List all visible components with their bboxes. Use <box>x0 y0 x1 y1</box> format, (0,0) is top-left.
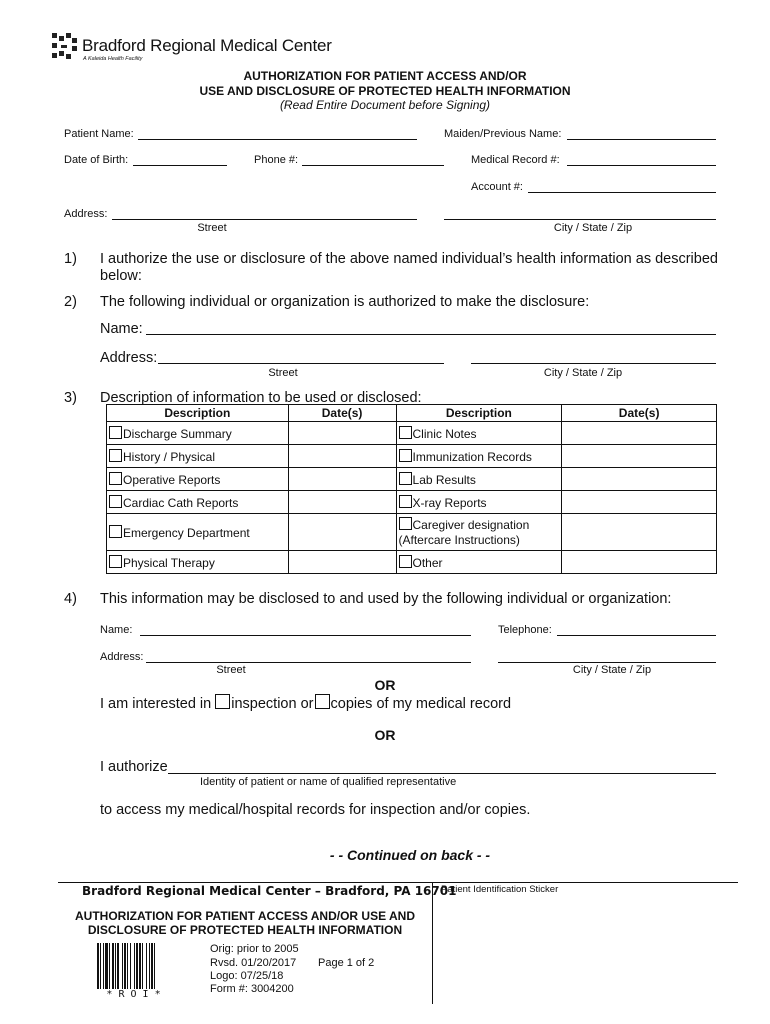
account-field[interactable] <box>528 192 716 193</box>
section1-text-line2: below: <box>100 268 142 284</box>
dob-label: Date of Birth: <box>64 154 129 166</box>
operative-reports-cell[interactable] <box>107 468 289 491</box>
description-table <box>106 404 717 574</box>
row-label: Emergency Department <box>123 525 250 540</box>
brmc-logo-icon <box>52 33 78 59</box>
section4-city-caption: City / State / Zip <box>572 664 652 676</box>
row-label: Immunization Records <box>412 449 532 464</box>
interest-line <box>100 694 511 712</box>
barcode-bar <box>154 943 155 989</box>
row-label-sub: (Aftercare Instructions) <box>398 532 520 547</box>
table-row <box>107 445 717 468</box>
other-cell[interactable] <box>396 551 562 574</box>
footer-title-line1: AUTHORIZATION FOR PATIENT ACCESS AND/OR USE AND <box>75 909 415 923</box>
copies-checkbox[interactable] <box>315 694 330 709</box>
barcode-bar <box>122 943 123 989</box>
section4-name-field[interactable] <box>140 635 471 636</box>
authorize-field[interactable] <box>168 773 716 774</box>
address-street-field[interactable] <box>112 219 417 220</box>
checkbox[interactable] <box>399 426 412 439</box>
row-label: X-ray Reports <box>412 495 487 510</box>
patient-name-label: Patient Name: <box>64 128 134 140</box>
table-row <box>107 514 717 551</box>
city-caption: City / State / Zip <box>553 222 633 234</box>
phone-field[interactable] <box>302 165 444 166</box>
barcode-bar <box>105 943 108 989</box>
footer-divider <box>58 882 738 883</box>
section4-number: 4) <box>64 591 77 607</box>
barcode-bar <box>100 943 101 989</box>
section4-telephone-field[interactable] <box>557 635 716 636</box>
section4-text: This information may be disclosed to and used by the following individual or organization: <box>100 591 672 607</box>
authorize-label: I authorize <box>100 759 168 775</box>
account-label: Account #: <box>471 181 523 193</box>
title-line-1: AUTHORIZATION FOR PATIENT ACCESS AND/OR <box>243 69 527 83</box>
date-cell[interactable] <box>562 514 717 551</box>
section2-street-field[interactable] <box>158 363 444 364</box>
date-cell[interactable] <box>562 551 717 574</box>
footer-org-line: Bradford Regional Medical Center – Bradford, PA 16701 <box>82 884 457 898</box>
date-cell[interactable] <box>562 422 717 445</box>
table-row <box>107 422 717 445</box>
org-subtitle: A Kaleida Health Facility <box>83 56 143 62</box>
col-header-description: Description <box>396 405 562 422</box>
barcode-bar <box>130 943 131 989</box>
dob-field[interactable] <box>133 165 227 166</box>
orig-date: Orig: prior to 2005 <box>210 943 299 955</box>
logo-date: Logo: 07/25/18 <box>210 970 284 982</box>
checkbox[interactable] <box>399 555 412 568</box>
row-label: Physical Therapy <box>123 555 215 570</box>
barcode-bar <box>151 943 153 989</box>
discharge-summary-cell[interactable] <box>107 422 289 445</box>
row-label: Other <box>412 555 443 570</box>
section2-street-caption: Street <box>268 367 298 379</box>
section4-telephone-label: Telephone: <box>498 624 552 636</box>
section4-street-caption: Street <box>216 664 246 676</box>
checkbox[interactable] <box>109 426 122 439</box>
row-label: Cardiac Cath Reports <box>123 495 239 510</box>
page-number: Page 1 of 2 <box>318 957 375 969</box>
barcode-bar <box>127 943 128 989</box>
section4-name-label: Name: <box>100 624 133 636</box>
section1-text-line1: I authorize the use or disclosure of the above named individual’s health information as described <box>100 251 718 267</box>
section3-number: 3) <box>64 390 77 406</box>
row-label: Discharge Summary <box>123 426 232 441</box>
phone-label: Phone #: <box>254 154 299 166</box>
footer-vertical-divider <box>432 882 433 1004</box>
section2-number: 2) <box>64 294 77 310</box>
physical-therapy-cell[interactable] <box>107 551 289 574</box>
patient-sticker-label: Patient Identification Sticker <box>441 884 559 895</box>
barcode-bar <box>97 943 99 989</box>
row-label: Caregiver designation <box>412 517 530 532</box>
address-label: Address: <box>64 208 108 220</box>
section1-number: 1) <box>64 251 77 267</box>
barcode-bar <box>134 943 135 989</box>
section4-city-field[interactable] <box>498 662 716 663</box>
identity-caption: Identity of patient or name of qualified representative <box>200 776 457 788</box>
immunization-cell[interactable] <box>396 445 562 468</box>
table-row <box>107 551 717 574</box>
col-header-description: Description <box>107 405 289 422</box>
section2-name-label: Name: <box>100 321 143 337</box>
xray-reports-cell[interactable] <box>396 491 562 514</box>
lab-results-cell[interactable] <box>396 468 562 491</box>
section2-city-caption: City / State / Zip <box>543 367 623 379</box>
barcode-bar <box>136 943 138 989</box>
barcode-bar <box>112 943 114 989</box>
date-cell[interactable] <box>288 445 396 468</box>
barcode-bar <box>103 943 104 989</box>
table-row <box>107 468 717 491</box>
checkbox[interactable] <box>399 449 412 462</box>
address-city-field[interactable] <box>444 219 716 220</box>
barcode-bar <box>146 943 147 989</box>
medical-record-field[interactable] <box>567 165 716 166</box>
barcode-bar <box>142 943 143 989</box>
date-cell[interactable] <box>288 514 396 551</box>
barcode-bar <box>149 943 150 989</box>
barcode-bar <box>124 943 126 989</box>
interest-prefix: I am interested in <box>100 696 212 712</box>
cardiac-cath-cell[interactable] <box>107 491 289 514</box>
org-name: Bradford Regional Medical Center <box>82 36 332 55</box>
copies-label: copies of my medical record <box>330 696 512 712</box>
caregiver-cell[interactable] <box>396 514 562 551</box>
barcode-bar <box>117 943 119 989</box>
row-label: Clinic Notes <box>412 426 477 441</box>
col-header-dates: Date(s) <box>562 405 717 422</box>
emergency-department-cell[interactable] <box>107 514 289 551</box>
checkbox[interactable] <box>109 525 122 538</box>
date-cell[interactable] <box>288 468 396 491</box>
form-number: Form #: 3004200 <box>210 983 294 995</box>
history-physical-cell[interactable] <box>107 445 289 468</box>
date-cell[interactable] <box>288 422 396 445</box>
checkbox[interactable] <box>399 472 412 485</box>
checkbox[interactable] <box>109 555 122 568</box>
section4-street-field[interactable] <box>146 662 471 663</box>
date-cell[interactable] <box>562 445 717 468</box>
patient-name-field[interactable] <box>138 139 417 140</box>
checkbox[interactable] <box>399 495 412 508</box>
title-line-2: USE AND DISCLOSURE OF PROTECTED HEALTH INFORMATION <box>199 84 571 98</box>
street-caption: Street <box>197 222 227 234</box>
access-text: to access my medical/hospital records for inspection and/or copies. <box>100 802 531 818</box>
barcode-bar <box>115 943 116 989</box>
date-cell[interactable] <box>562 491 717 514</box>
checkbox[interactable] <box>399 517 412 530</box>
section2-address-label: Address: <box>100 350 158 366</box>
checkbox[interactable] <box>109 472 122 485</box>
section2-name-field[interactable] <box>146 334 716 335</box>
row-label: Operative Reports <box>123 472 221 487</box>
row-label: History / Physical <box>123 449 216 464</box>
continued-on-back: - - Continued on back - - <box>329 847 491 863</box>
row-label: Lab Results <box>412 472 476 487</box>
barcode-text: * R O I * <box>106 989 161 1000</box>
revised-date: Rvsd. 01/20/2017 <box>210 957 297 969</box>
inspection-checkbox[interactable] <box>215 694 230 709</box>
section2-city-field[interactable] <box>471 363 716 364</box>
maiden-name-label: Maiden/Previous Name: <box>444 128 562 140</box>
or-divider-1: OR <box>374 677 396 693</box>
table-row <box>107 491 717 514</box>
clinic-notes-cell[interactable] <box>396 422 562 445</box>
checkbox[interactable] <box>109 449 122 462</box>
section3-text: Description of information to be used or disclosed: <box>100 390 422 406</box>
date-cell[interactable] <box>288 551 396 574</box>
table-header-row <box>107 405 717 422</box>
section2-text: The following individual or organization is authorized to make the disclosure: <box>100 294 590 310</box>
or-divider-2: OR <box>374 727 396 743</box>
title-line-3: (Read Entire Document before Signing) <box>279 98 491 112</box>
inspection-label: inspection or <box>231 696 314 712</box>
date-cell[interactable] <box>288 491 396 514</box>
barcode-icon <box>97 943 170 989</box>
section4-address-label: Address: <box>100 651 144 663</box>
barcode-bar <box>109 943 110 989</box>
date-cell[interactable] <box>562 468 717 491</box>
checkbox[interactable] <box>109 495 122 508</box>
col-header-dates: Date(s) <box>288 405 396 422</box>
barcode-bar <box>139 943 141 989</box>
footer-title-line2: DISCLOSURE OF PROTECTED HEALTH INFORMATION <box>87 923 403 937</box>
maiden-name-field[interactable] <box>567 139 716 140</box>
medical-record-label: Medical Record #: <box>471 154 560 166</box>
